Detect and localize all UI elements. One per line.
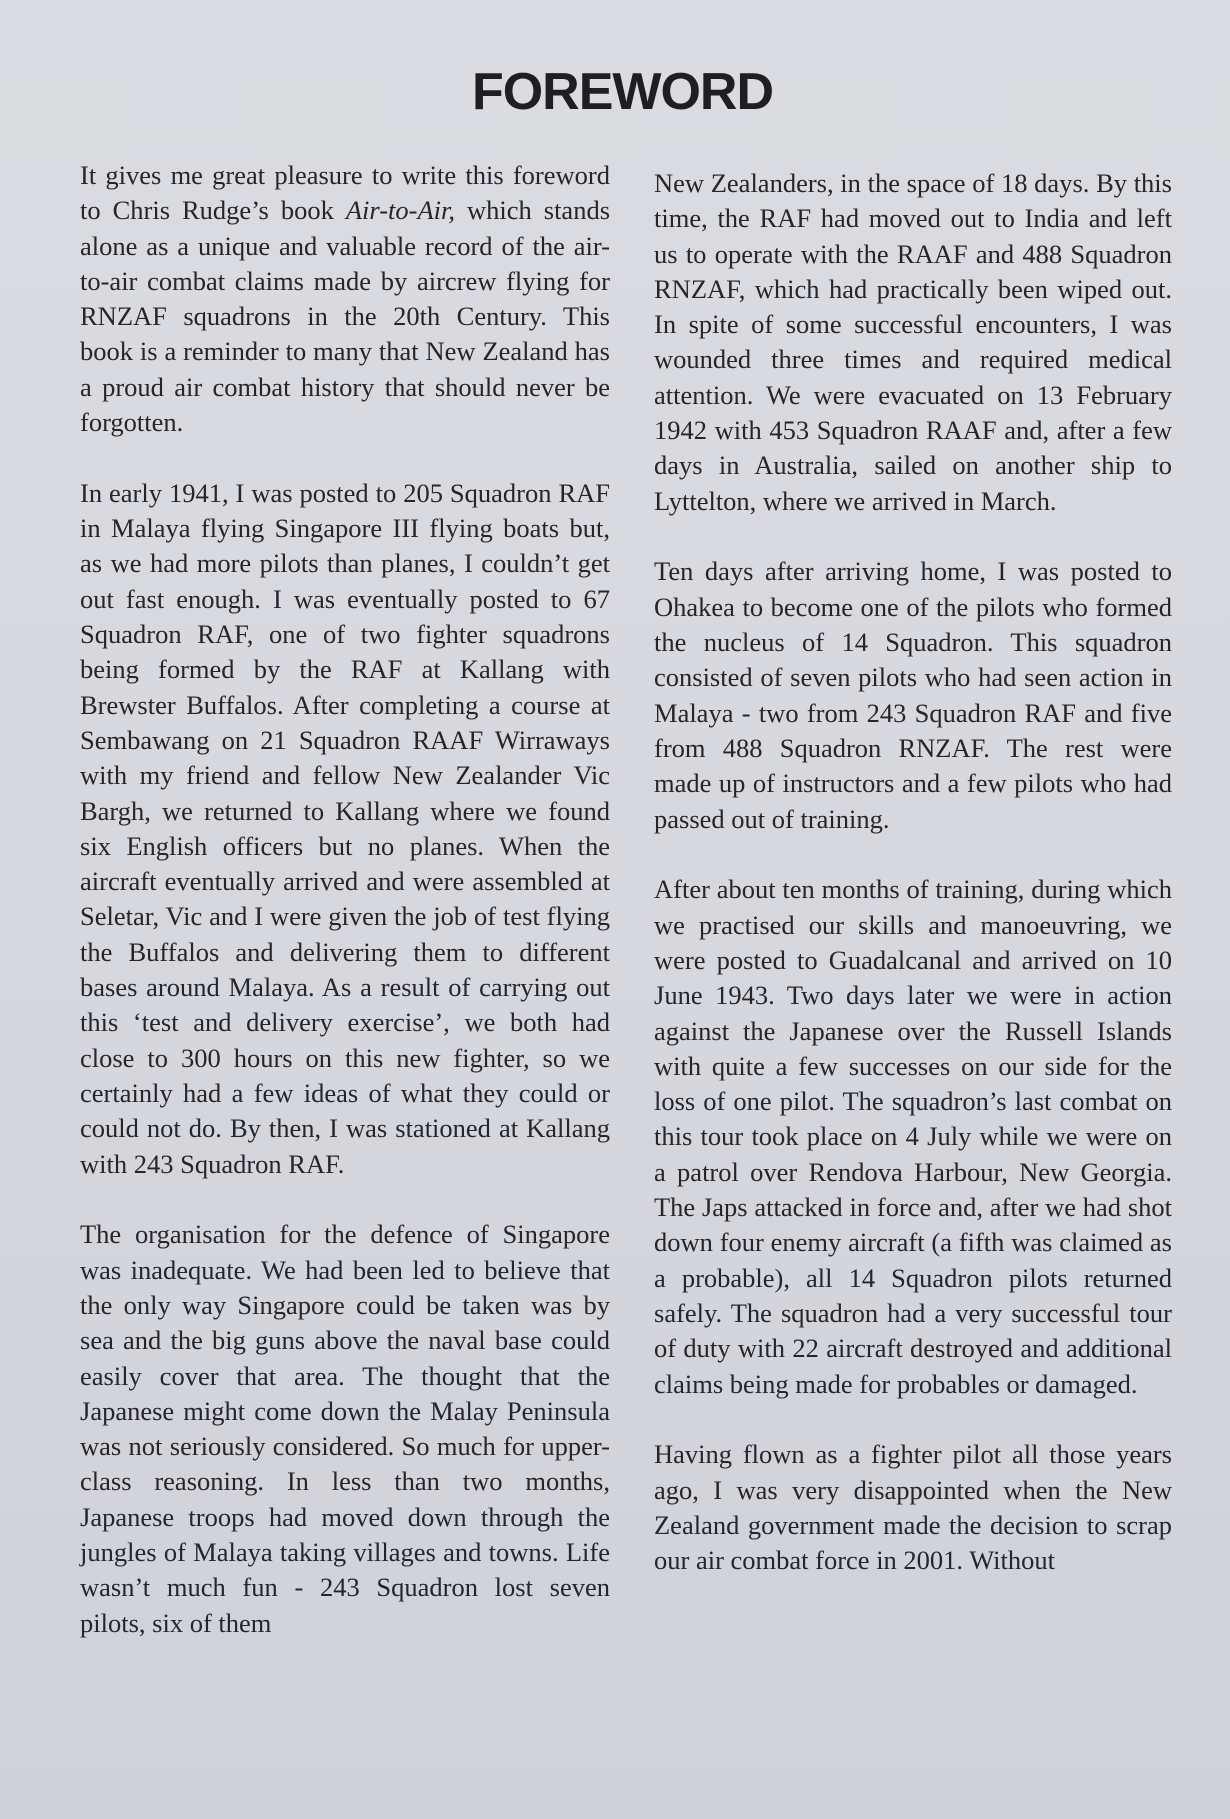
paragraph: New Zealanders, in the space of 18 days. By this time, the RAF had moved out to India and left us to operate with the RAAF and 488 Squadron RNZAF, which had practically been wiped out. In spite of some successful encounters, I was wounded three times and required medical attention. We were evacuated on 13 February 1942 with 453 Squadron RAAF and, after a few days in Australia, sailed on another ship to Lyttelton, where we arrived in March. bbox=[654, 168, 1172, 516]
book-title: Air-to-Air, bbox=[345, 195, 456, 226]
paragraph-text: It gives me great pleasure to write this foreword to Chris Rudge’s book bbox=[80, 160, 610, 226]
paragraph-text: which stands alone as a unique and valuable record of the air-to-air combat claims made by aircrew flying for RNZAF squadrons in the 20th Century. This book is a reminder to many that New Zealand has a proud air combat history that should never be forgotten. bbox=[80, 195, 611, 438]
paragraph: In early 1941, I was posted to 205 Squadron RAF in Malaya flying Singapore III flying boats but, as we had more pilots than planes, I couldn’t get out fast enough. I was eventually posted to 67 Squadron RAF, one of two fighter squadrons being formed by the RAF at Kallang with Brewster Buffalos. After completing a course at Sembawang on 21 Squadron RAAF Wirraways with my friend and fellow New Zealander Vic Bargh, we returned to Kallang where we found six English officers but no planes. When the aircraft eventually arrived and were assembled at Seletar, Vic and I were given the job of test flying the Buffalos and delivering them to different bases around Malaya. As a result of carrying out this ‘test and delivery exercise’, we both had close to 300 hours on this new fighter, so we certainly had a few ideas of what they could or could not do. By then, I was stationed at Kallang with 243 Squadron RAF. bbox=[80, 477, 610, 1179]
paragraph: The organisation for the defence of Singapore was inadequate. We had been led to believe that the only way Singapore could be taken was by sea and the big guns above the naval base could easily cover that area. The thought that the Japanese might come down the Malay Peninsula was not seriously considered. So much for upper-class reasoning. In less than two months, Japanese troops had moved down through the jungles of Malaya taking villages and towns. Life wasn’t much fun - 243 Squadron lost seven pilots, six of them bbox=[80, 1219, 610, 1638]
paragraph bbox=[80, 158, 610, 440]
page-title: FOREWORD bbox=[471, 63, 774, 121]
paragraph: Ten days after arriving home, I was posted to Ohakea to become one of the pilots who formed the nucleus of 14 Squadron. This squadron consisted of seven pilots who had seen action in Malaya - two from 243 Squadron RAF and five from 488 Squadron RNZAF. The rest were made up of instructors and a few pilots who had passed out of training. bbox=[654, 556, 1172, 834]
paragraph: Having flown as a fighter pilot all those years ago, I was very disappointed when the New Zealand government made the decision to scrap our air combat force in 2001. Without bbox=[654, 1439, 1172, 1576]
left-column bbox=[80, 158, 610, 1641]
paragraph: After about ten months of training, during which we practised our skills and manoeuvring, we were posted to Guadalcanal and arrived on 10 June 1943. Two days later we were in action against the Japanese over the Russell Islands with quite a few successes on our side for the loss of one pilot. The squadron’s last combat on this tour took place on 4 July while we were on a patrol over Rendova Harbour, New Georgia. The Japs attacked in force and, after we had shot down four enemy aircraft (a fifth was claimed as a probable), all 14 Squadron pilots returned safely. The squadron had a very successful tour of duty with 22 aircraft destroyed and additional claims being made for probables or damaged. bbox=[654, 874, 1172, 1399]
right-column bbox=[654, 166, 1172, 1578]
